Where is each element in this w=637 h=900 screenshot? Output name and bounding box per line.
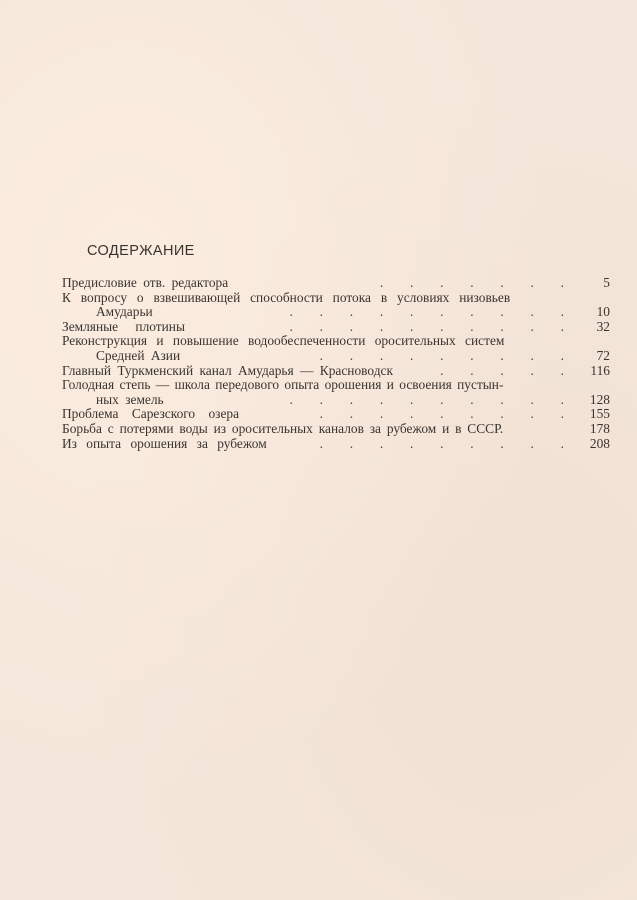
toc-entry — [62, 364, 610, 379]
toc-entry-title: Из опыта орошения за рубежом — [62, 435, 267, 451]
toc-entry — [62, 378, 610, 407]
toc-entry — [62, 276, 610, 291]
toc-page-number: 10 — [596, 304, 610, 320]
toc-entry-title: Проблема Сарезского озера — [62, 406, 240, 422]
toc-page-number: 128 — [589, 391, 610, 407]
toc-entry-title: Борьба с потерями воды из оросительных каналов за рубежом и в СССР. — [62, 420, 504, 436]
toc-entry-title: Главный Туркменский канал Амударья — Красноводск — [62, 362, 393, 378]
toc-page-number: 178 — [589, 420, 610, 436]
toc-entry-title-continued: Средней Азии — [96, 347, 181, 363]
leader-dots: . . . . . . . . . — [319, 347, 564, 363]
toc-entry — [62, 407, 610, 422]
toc-page-number: 32 — [596, 318, 610, 334]
toc-page-number: 155 — [589, 406, 610, 422]
toc-entry — [62, 320, 610, 335]
toc-entry-title: Предисловие отв. редактора — [62, 275, 229, 290]
leader-dots: . . . . . — [440, 362, 564, 378]
leader-dots: . . . . . . . . . — [319, 406, 564, 422]
toc-entry — [62, 291, 610, 320]
leader-dots: . . . . . . . . . — [319, 435, 564, 451]
leader-dots: . . . . . . . . . . — [289, 304, 564, 320]
page-title: СОДЕРЖАНИЕ — [87, 243, 195, 259]
leader-dots: . . . . . . . . . . — [289, 391, 564, 407]
toc-page-number: 116 — [590, 362, 610, 378]
toc-entry — [62, 422, 610, 437]
toc-page-number: 208 — [589, 435, 610, 451]
toc-entry — [62, 334, 610, 363]
toc-entry-title-continued: Амударьи — [96, 304, 153, 320]
leader-dots: . . . . . . . . . . — [289, 318, 564, 334]
toc-entry-title-continued: ных земель — [96, 391, 164, 407]
leader-dots: . . . . . . . — [379, 275, 564, 290]
toc-page-number: 5 — [603, 275, 610, 290]
toc-page-number: 72 — [596, 347, 610, 363]
toc-entry-title: Реконструкция и повышение водообеспеченности оросительных систем — [62, 333, 505, 349]
toc-entry-title: Земляные плотины — [62, 318, 185, 334]
toc-entry — [62, 437, 610, 452]
toc-entry-title: К вопросу о взвешивающей способности потока в условиях низовьев — [62, 289, 511, 305]
table-of-contents — [62, 276, 610, 451]
toc-entry-title: Голодная степь — школа передового опыта орошения и освоения пустын- — [62, 377, 504, 393]
